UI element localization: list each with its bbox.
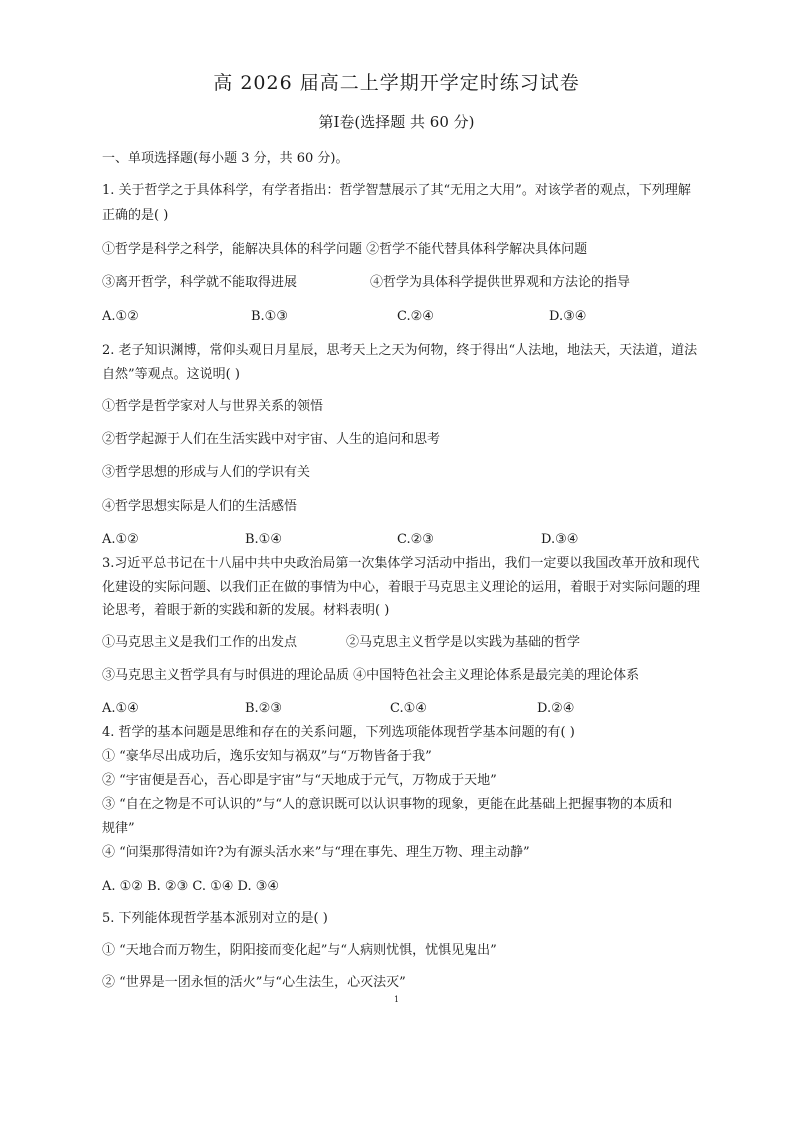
q3-option-d: D.②④ [537,701,575,716]
q1-statement-4: ④哲学为具体科学提供世界观和方法论的指导 [370,275,631,290]
q4-statement-3-line-2: 规律” [102,821,135,836]
q2-statement-3: ③哲学思想的形成与人们的学识有关 [102,465,311,480]
q4-stem-line-1: 4. 哲学的基本问题是思维和存在的关系问题，下列选项能体现哲学基本问题的有( ) [102,725,575,740]
q3-stem-line-1: 3.习近平总书记在十八届中共中央政治局第一次集体学习活动中指出，我们一定要以我国改革开放和现代 [102,556,700,571]
q3-statement-2: ②马克思主义哲学是以实践为基础的哲学 [346,635,581,650]
q2-statement-1: ①哲学是哲学家对人与世界关系的领悟 [102,399,324,414]
q3-stem-line-2: 化建设的实际问题、以我们正在做的事情为中心，着眼于马克思主义理论的运用，着眼于对实际问题的理 [102,580,701,595]
q2-option-b: B.①④ [245,532,282,547]
q2-stem-line-2: 自然”等观点。这说明( ) [102,367,240,382]
q2-option-d: D.③④ [541,532,579,547]
q1-stem-line-2: 正确的是( ) [102,208,169,223]
q4-statement-2: ② “宇宙便是吾心，吾心即是宇宙”与“天地成于元气，万物成于天地” [102,773,497,788]
q2-stem-line-1: 2. 老子知识渊博，常仰头观日月星辰，思考天上之天为何物，终于得出“人法地，地法天，天法道，道法 [102,343,698,358]
page-number: 1 [393,995,400,1004]
section-subtitle: 第Ⅰ卷(选择题 共 60 分) [318,113,475,131]
q1-statement-1-2: ①哲学是科学之科学，能解决具体的科学问题 ②哲学不能代替具体科学解决具体问题 [102,242,588,257]
q3-option-a: A.①④ [102,701,139,716]
q5-statement-2: ② “世界是一团永恒的活火”与“心生法生，心灭法灭” [102,975,406,990]
q1-option-c: C.②④ [397,309,434,324]
q1-stem-line-1: 1. 关于哲学之于具体科学，有学者指出：哲学智慧展示了其“无用之大用”。对该学者的观点，下列理解 [102,183,691,198]
q4-statement-1: ① “豪华尽出成功后，逸乐安知与祸双”与“万物皆备于我” [102,749,432,764]
q3-statement-3-4: ③马克思主义哲学具有与时俱进的理论品质 ④中国特色社会主义理论体系是最完美的理论体系 [102,668,640,683]
q4-statement-3-line-1: ③ “自在之物是不可认识的”与“人的意识既可以认识事物的现象，更能在此基础上把握事物的本质和 [102,797,673,812]
q1-option-d: D.③④ [549,309,587,324]
q3-option-b: B.②③ [245,701,282,716]
section-heading: 一、单项选择题(每小题 3 分，共 60 分)。 [102,151,349,166]
q4-options: A. ①② B. ②③ C. ①④ D. ③④ [102,879,280,894]
q5-statement-1: ① “天地合而万物生，阴阳接而变化起”与“人病则忧惧，忧惧见鬼出” [102,943,497,958]
page-title: 高 2026 届高二上学期开学定时练习试卷 [213,72,580,94]
q1-option-a: A.①② [102,309,139,324]
q2-option-c: C.②③ [397,532,434,547]
q3-statement-1: ①马克思主义是我们工作的出发点 [102,635,298,650]
q1-statement-3: ③离开哲学，科学就不能取得进展 [102,275,298,290]
q2-statement-4: ④哲学思想实际是人们的生活感悟 [102,499,298,514]
q3-stem-line-3: 论思考，着眼于新的实践和新的发展。材料表明( ) [102,603,390,618]
q1-option-b: B.①③ [251,309,288,324]
q2-option-a: A.①② [102,532,139,547]
q3-option-c: C.①④ [390,701,427,716]
q5-stem-line-1: 5. 下列能体现哲学基本派别对立的是( ) [102,911,328,926]
q2-statement-2: ②哲学起源于人们在生活实践中对宇宙、人生的追问和思考 [102,432,441,447]
q4-statement-4: ④ “问渠那得清如许?为有源头活水来”与“理在事先、理生万物、理主动静” [102,845,530,860]
